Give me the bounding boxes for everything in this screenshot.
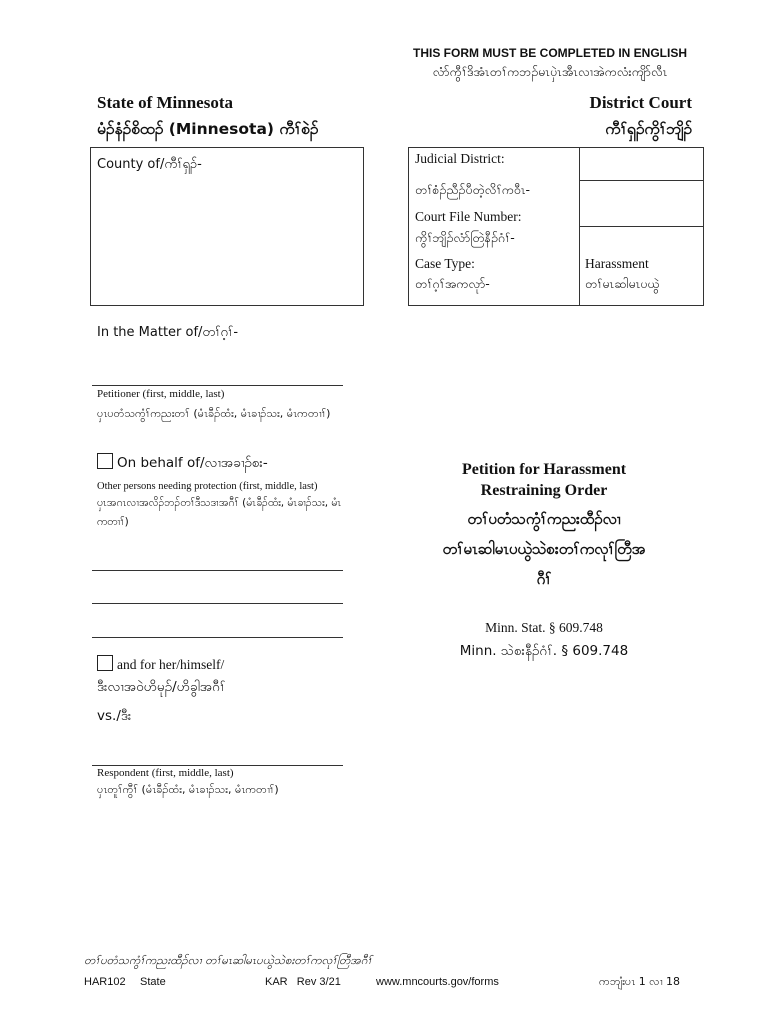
case-type-value: Harassment (585, 256, 649, 271)
judicial-district-label: Judicial District: (415, 151, 505, 166)
court-file-label-karen: ကွိၢ်ဘျိၣ်လံာ်တြဲနီၣ်ဂံၢ်- (415, 230, 515, 245)
form-title-karen-line-2: တၢ်မၤဆါမၤပယွဲသဲစးတၢ်ကလုၢ်တြီအ (442, 540, 646, 558)
petitioner-label-karen: ပှၤပတံသကွံၢ်ကညးတၢ် (မံၤခီၣ်ထံး, မံၤခၢၣ်သး, မံၤကတၢၢ်) (97, 407, 331, 420)
respondent-label-karen: ပှၤတူၢ်ကွီၢ် (မံၤခီၣ်ထံး, မံၤခၢၣ်သး, မံၤကတၢၢ်) (97, 783, 279, 796)
court-file-label: Court File Number: (415, 209, 522, 224)
statute-citation: Minn. Stat. § 609.748 (485, 620, 603, 635)
footer-title-karen: တၢ်ပတံသကွံၢ်ကညးထီၣ်လၢ တၢ်မၤဆါမၤပယွဲသဲစးတၢ်ကလုၢ်တြီအဂီၢ် (84, 953, 373, 967)
case-type-label: Case Type: (415, 256, 475, 271)
footer-form-code: HAR102 (84, 976, 126, 988)
case-type-value-karen: တၢ်မၤဆါမၤပယွဲ (585, 276, 660, 291)
petitioner-name-field[interactable] (92, 385, 343, 386)
court-title-karen: ကီၢ်ရှၣ်ကွိၢ်ဘျိၣ် (605, 120, 692, 138)
state-title: State of Minnesota (97, 93, 233, 112)
other-persons-label-karen: ပှၤအဂၤလၢအလိၣ်ဘၣ်တၢ်ဒီသဒၢအဂီၢ် (မံၤခီၣ်ထံး, မံၤခၢၣ်သး, မံၤကတၢၢ်) (97, 497, 342, 528)
form-title-karen (392, 504, 696, 594)
on-behalf-row (97, 453, 268, 474)
county-label: County of/ကီၢ်ရှၣ်- (97, 157, 202, 172)
and-for-self-label: and for her/himself/ (117, 657, 225, 672)
form-title (400, 459, 688, 501)
judicial-district-field[interactable] (579, 180, 703, 181)
respondent-name-field[interactable] (92, 765, 343, 766)
statute-citation-karen: Minn. သဲစးနီၣ်ဂံၢ်. § 609.748 (459, 643, 629, 659)
respondent-label: Respondent (first, middle, last) (97, 767, 234, 779)
footer-page-number: ကဘျံးပၤ 1 လၢ 18 (599, 975, 680, 988)
case-info-box (408, 147, 704, 306)
court-title: District Court (589, 93, 692, 112)
footer-website[interactable]: www.mncourts.gov/forms (376, 976, 499, 988)
county-box[interactable] (90, 147, 364, 306)
and-for-row (97, 655, 224, 673)
petitioner-label: Petitioner (first, middle, last) (97, 388, 225, 400)
other-persons-label: Other persons needing protection (first, middle, last) (97, 481, 318, 492)
form-title-karen-line-1: တၢ်ပတံသကွံၢ်ကညးထီၣ်လၢ (467, 510, 621, 528)
other-person-field-1[interactable] (92, 570, 343, 571)
on-behalf-label: On behalf of/လၢအခၢၣ်စး- (117, 455, 268, 471)
court-file-field[interactable] (579, 226, 703, 227)
footer-state: State (140, 976, 166, 988)
state-title-karen: မံၣ်နံၣ်စိထၣ် (Minnesota) ကီၢ်စဲၣ် (97, 120, 319, 138)
footer-language-revision: KAR Rev 3/21 (265, 976, 341, 988)
matter-of-label: In the Matter of/တၢ်ဂ့ၢ်- (97, 325, 239, 340)
judicial-district-label-karen: တၢ်စံၣ်ညီၣ်ပီတဲ့လိၢ်ကဝီၤ- (415, 182, 531, 197)
on-behalf-checkbox[interactable] (97, 453, 113, 469)
karen-notice: လံာ်ကွီၢ်ဒိအံၤတၢ်ကဘၣ်မၤပှဲၤအီၤလၢအဲကလံးကျိာ်လီၤ (432, 64, 668, 79)
english-notice: THIS FORM MUST BE COMPLETED IN ENGLISH (412, 46, 687, 60)
other-person-field-2[interactable] (92, 603, 343, 604)
and-for-self-label-karen: ဒီးလၢအဝဲဟိမုၣ်/ဟိခွါအဂီၢ် (97, 679, 226, 695)
form-title-line-2: Restraining Order (480, 482, 608, 499)
vs-label: vs./ဒီး (97, 708, 132, 724)
other-person-field-3[interactable] (92, 637, 343, 638)
case-type-label-karen: တၢ်ဂ့ၢ်အကလုာ်- (415, 276, 490, 291)
form-title-karen-line-3: ဂီၢ် (536, 570, 552, 588)
form-title-line-1: Petition for Harassment (461, 461, 627, 478)
and-for-self-checkbox[interactable] (97, 655, 113, 671)
